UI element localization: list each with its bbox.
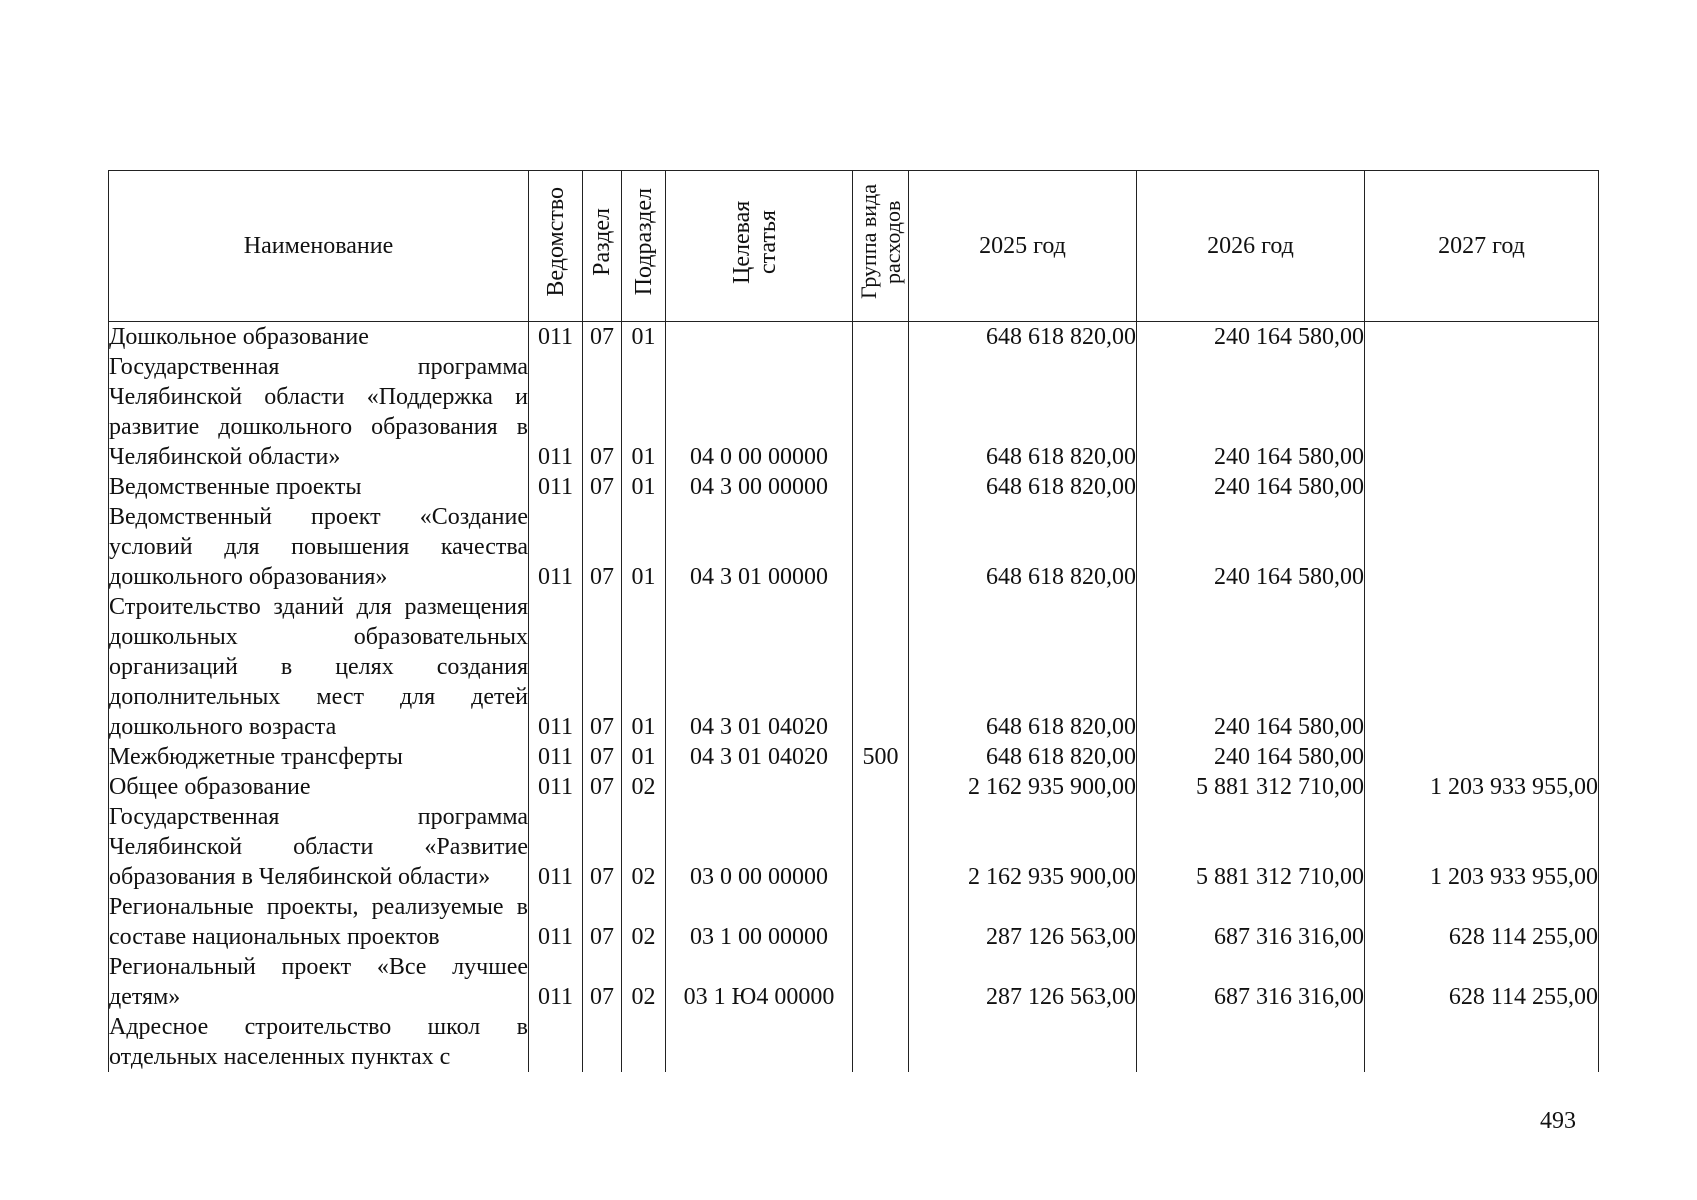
row-2027: [1365, 742, 1599, 772]
row-2026: 240 164 580,00: [1137, 592, 1365, 742]
row-razdel: 07: [583, 802, 622, 892]
row-target: [666, 1012, 853, 1072]
row-2025: 2 162 935 900,00: [909, 802, 1137, 892]
row-2027: 628 114 255,00: [1365, 952, 1599, 1012]
header-podrazdel: Подраздел: [622, 171, 666, 322]
row-2025: 648 618 820,00: [909, 502, 1137, 592]
row-vedomstvo: 011: [529, 802, 583, 892]
row-vedomstvo: [529, 1012, 583, 1072]
row-2025: 2 162 935 900,00: [909, 772, 1137, 802]
row-vedomstvo: 011: [529, 892, 583, 952]
row-group: [853, 472, 909, 502]
table-header-row: [109, 171, 1599, 322]
row-2026: 5 881 312 710,00: [1137, 772, 1365, 802]
row-target: 04 3 01 04020: [666, 592, 853, 742]
row-podrazdel: 02: [622, 952, 666, 1012]
row-group: [853, 502, 909, 592]
row-2027: 1 203 933 955,00: [1365, 802, 1599, 892]
row-2025: 648 618 820,00: [909, 352, 1137, 472]
table-row: [109, 322, 1599, 353]
row-vedomstvo: 011: [529, 322, 583, 353]
row-target: 03 1 Ю4 00000: [666, 952, 853, 1012]
table-row: [109, 352, 1599, 472]
row-group: [853, 592, 909, 742]
row-name: Общее образование: [109, 772, 529, 802]
row-razdel: 07: [583, 742, 622, 772]
table-row: [109, 892, 1599, 952]
row-razdel: 07: [583, 772, 622, 802]
row-2027: [1365, 472, 1599, 502]
row-2027: 628 114 255,00: [1365, 892, 1599, 952]
row-2027: 1 203 933 955,00: [1365, 772, 1599, 802]
row-group: 500: [853, 742, 909, 772]
row-name: Государственная программа Челябинской области «Развитие образования в Челябинской области»: [109, 804, 528, 890]
row-2025: 648 618 820,00: [909, 592, 1137, 742]
row-podrazdel: 02: [622, 892, 666, 952]
row-target: 04 0 00 00000: [666, 352, 853, 472]
row-2025: 648 618 820,00: [909, 322, 1137, 353]
row-name: Ведомственный проект «Создание условий для повышения качества дошкольного образования»: [109, 504, 528, 590]
row-2027: [1365, 502, 1599, 592]
header-razdel: Раздел: [583, 171, 622, 322]
row-podrazdel: 01: [622, 322, 666, 353]
row-2026: 240 164 580,00: [1137, 472, 1365, 502]
row-2025: [909, 1012, 1137, 1072]
row-name: Региональный проект «Все лучшее детям»: [109, 954, 528, 1010]
row-name: Строительство зданий для размещения дошкольных образовательных организаций в целях создания дополнительных мест для детей дошкольного возраста: [109, 594, 528, 740]
row-razdel: 07: [583, 592, 622, 742]
row-podrazdel: 02: [622, 802, 666, 892]
row-vedomstvo: 011: [529, 772, 583, 802]
row-podrazdel: 01: [622, 742, 666, 772]
header-group: Группа вида расходов: [853, 171, 909, 322]
row-razdel: 07: [583, 322, 622, 353]
row-name: Государственная программа Челябинской области «Поддержка и развитие дошкольного образования в Челябинской области»: [109, 354, 528, 470]
table-row: [109, 1012, 1599, 1072]
row-2026: 240 164 580,00: [1137, 502, 1365, 592]
header-target: Целевая статья: [666, 171, 853, 322]
row-2027: [1365, 322, 1599, 353]
budget-table: [108, 170, 1599, 1072]
row-group: [853, 352, 909, 472]
row-2026: [1137, 1012, 1365, 1072]
row-podrazdel: 01: [622, 502, 666, 592]
row-target: [666, 772, 853, 802]
table-row: [109, 742, 1599, 772]
row-group: [853, 952, 909, 1012]
header-2025: 2025 год: [909, 171, 1137, 322]
row-name: Межбюджетные трансферты: [109, 742, 529, 772]
row-2026: 240 164 580,00: [1137, 742, 1365, 772]
row-2027: [1365, 352, 1599, 472]
row-target: [666, 322, 853, 353]
table-row: [109, 502, 1599, 592]
row-razdel: [583, 1012, 622, 1072]
row-target: 04 3 00 00000: [666, 472, 853, 502]
row-2026: 687 316 316,00: [1137, 892, 1365, 952]
row-2027: [1365, 1012, 1599, 1072]
header-2026: 2026 год: [1137, 171, 1365, 322]
row-group: [853, 322, 909, 353]
row-vedomstvo: 011: [529, 742, 583, 772]
row-2025: 287 126 563,00: [909, 952, 1137, 1012]
row-2026: 687 316 316,00: [1137, 952, 1365, 1012]
row-razdel: 07: [583, 502, 622, 592]
row-vedomstvo: 011: [529, 502, 583, 592]
row-podrazdel: 01: [622, 592, 666, 742]
row-group: [853, 892, 909, 952]
row-2025: 287 126 563,00: [909, 892, 1137, 952]
table-row: [109, 802, 1599, 892]
header-vedomstvo: Ведомство: [529, 171, 583, 322]
row-podrazdel: 02: [622, 772, 666, 802]
row-name: Ведомственные проекты: [109, 472, 529, 502]
row-vedomstvo: 011: [529, 472, 583, 502]
row-razdel: 07: [583, 352, 622, 472]
table-row: [109, 592, 1599, 742]
header-name: Наименование: [109, 171, 529, 322]
row-2025: 648 618 820,00: [909, 742, 1137, 772]
row-razdel: 07: [583, 472, 622, 502]
row-group: [853, 772, 909, 802]
table-row: [109, 472, 1599, 502]
table-row: [109, 952, 1599, 1012]
row-group: [853, 1012, 909, 1072]
row-vedomstvo: 011: [529, 592, 583, 742]
row-target: 04 3 01 04020: [666, 742, 853, 772]
table-body: [109, 322, 1599, 1073]
row-target: 03 0 00 00000: [666, 802, 853, 892]
row-razdel: 07: [583, 952, 622, 1012]
row-name: Дошкольное образование: [109, 322, 529, 353]
row-razdel: 07: [583, 892, 622, 952]
row-2027: [1365, 592, 1599, 742]
table-row: [109, 772, 1599, 802]
row-podrazdel: [622, 1012, 666, 1072]
row-group: [853, 802, 909, 892]
header-2027: 2027 год: [1365, 171, 1599, 322]
row-2026: 240 164 580,00: [1137, 352, 1365, 472]
page-number: 493: [1540, 1108, 1576, 1134]
row-target: 03 1 00 00000: [666, 892, 853, 952]
row-2026: 5 881 312 710,00: [1137, 802, 1365, 892]
row-2026: 240 164 580,00: [1137, 322, 1365, 353]
row-target: 04 3 01 00000: [666, 502, 853, 592]
row-vedomstvo: 011: [529, 352, 583, 472]
row-name: Адресное строительство школ в отдельных населенных пунктах с: [109, 1014, 528, 1070]
row-name: Региональные проекты, реализуемые в составе национальных проектов: [109, 894, 528, 950]
row-2025: 648 618 820,00: [909, 472, 1137, 502]
row-podrazdel: 01: [622, 352, 666, 472]
row-podrazdel: 01: [622, 472, 666, 502]
row-vedomstvo: 011: [529, 952, 583, 1012]
